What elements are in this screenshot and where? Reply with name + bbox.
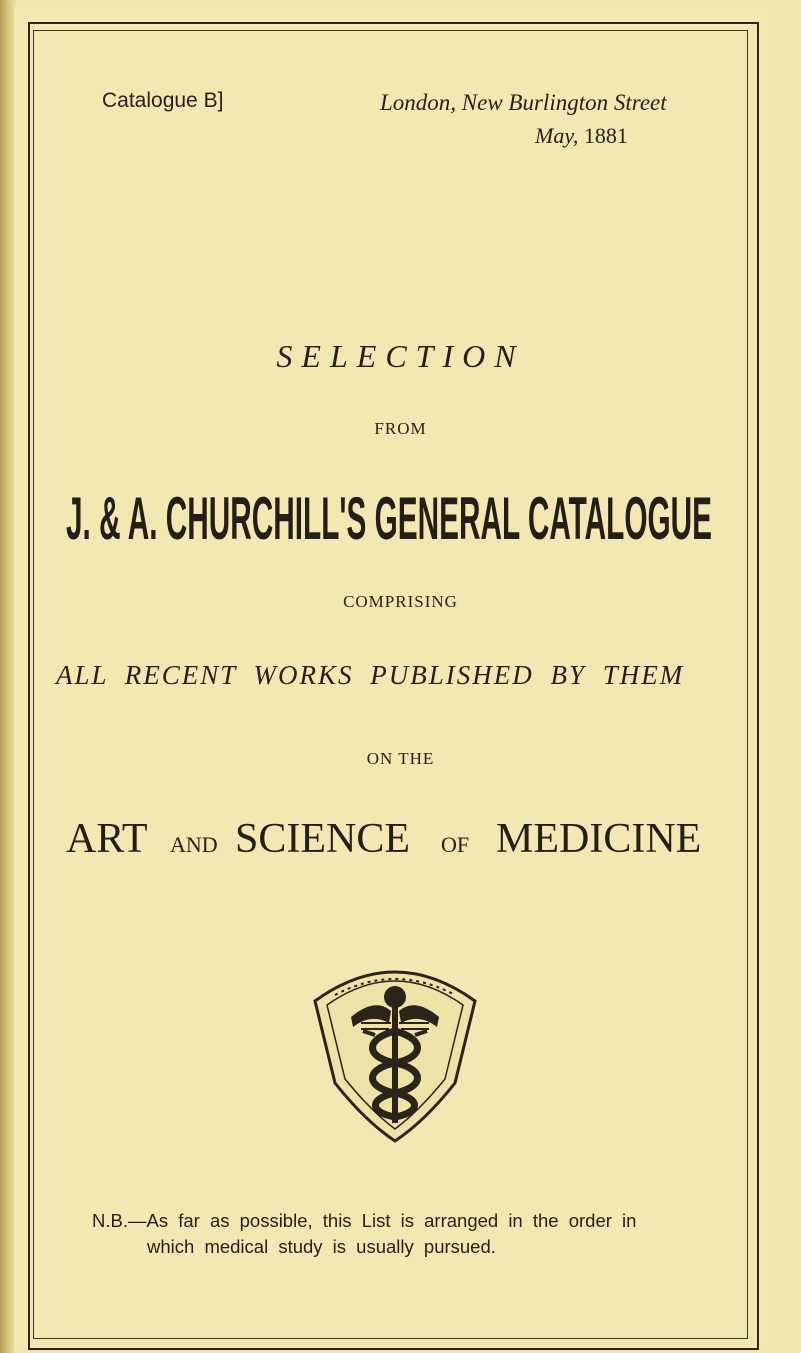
subject-and: AND (170, 832, 218, 857)
subject-science: SCIENCE (235, 816, 411, 862)
date-month: May, (535, 123, 579, 148)
subject-title (66, 810, 706, 862)
catalogue-title (66, 482, 712, 552)
publication-date (535, 123, 628, 149)
publisher-address: London, New Burlington Street (380, 90, 667, 115)
catalogue-title-text: J. & A. CHURCHILL'S GENERAL CATALOGUE (66, 485, 712, 552)
on-the-label: ON THE (366, 749, 435, 768)
subject-medicine: MEDICINE (496, 816, 702, 862)
catalogue-label: Catalogue B] (102, 89, 224, 112)
caduceus-shield-icon (305, 953, 485, 1145)
nb-note-line1: N.B.—As far as possible, this List is arranged in the order in (92, 1210, 637, 1231)
selection-heading: SELECTION (276, 338, 525, 374)
nb-note-line2: which medical study is usually pursued. (147, 1236, 496, 1257)
subject-art: ART (66, 816, 148, 862)
works-line: ALL RECENT WORKS PUBLISHED BY THEM (56, 660, 685, 690)
comprising-label: COMPRISING (343, 592, 458, 611)
subject-of: OF (441, 832, 470, 857)
catalogue-title-svg (66, 482, 712, 552)
date-year: 1881 (583, 123, 628, 148)
nb-note (92, 1208, 752, 1260)
subject-title-svg (66, 810, 706, 862)
from-label: FROM (374, 419, 427, 438)
emblem-svg (305, 953, 485, 1145)
